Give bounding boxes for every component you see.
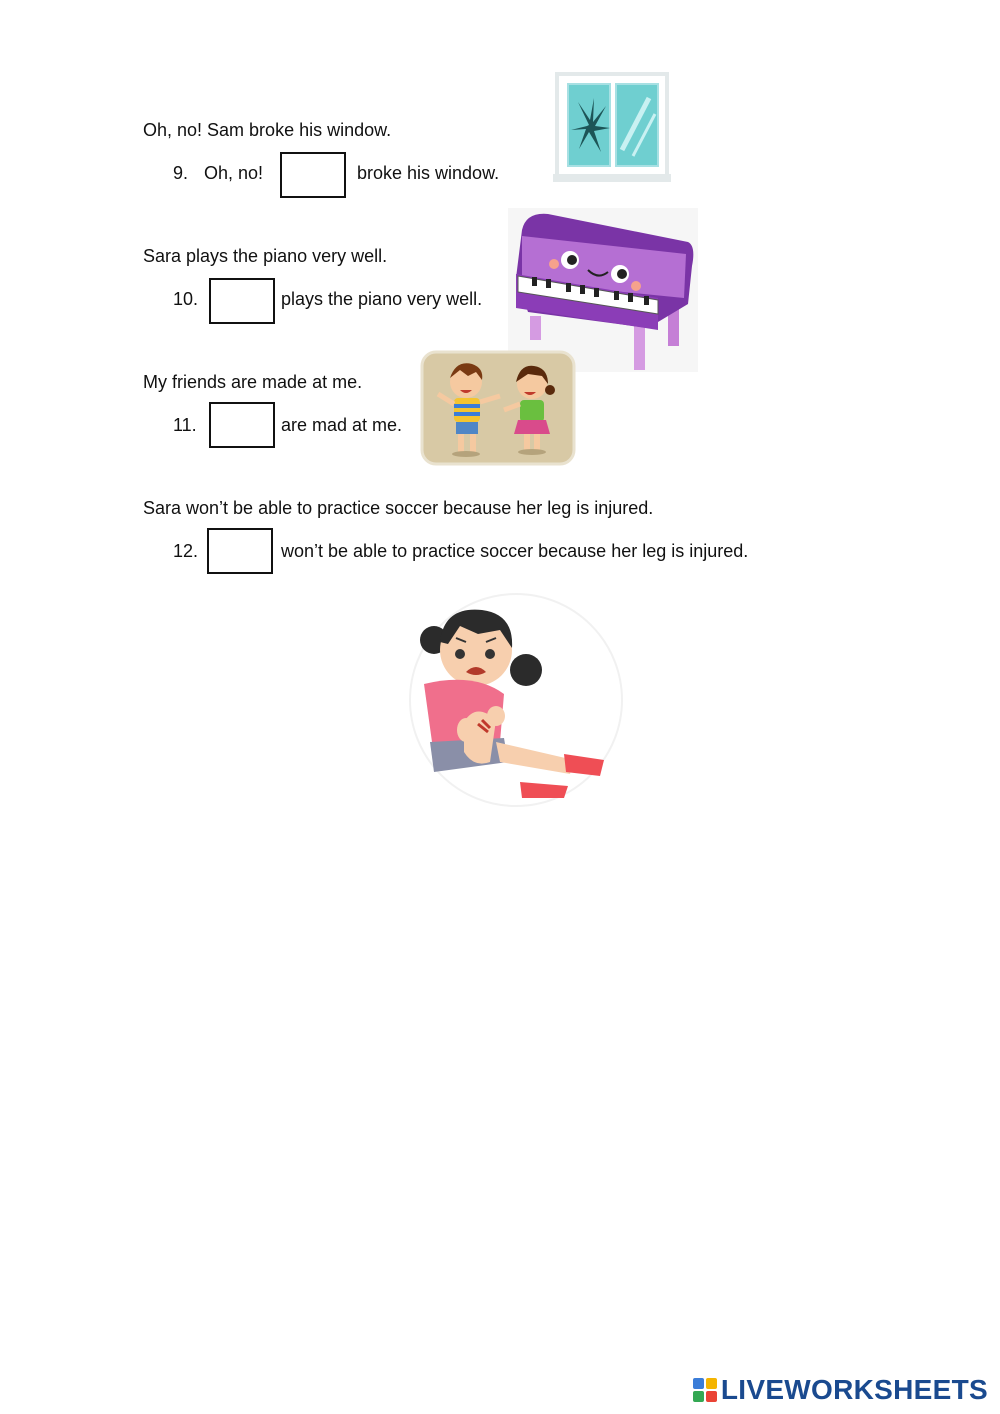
- question-number-12: 12.: [173, 541, 199, 561]
- sentence-10: Sara plays the piano very well.: [143, 246, 388, 266]
- arguing-kids-image: [420, 350, 576, 466]
- question-suffix-11: are mad at me.: [281, 415, 403, 435]
- liveworksheets-logo: [693, 1374, 988, 1406]
- piano-image: [508, 208, 698, 372]
- question-suffix-9: broke his window.: [357, 163, 500, 183]
- liveworksheets-logo-icon: [693, 1378, 717, 1402]
- question-suffix-10: plays the piano very well.: [281, 289, 483, 309]
- logo-text: LIVEWORKSHEETS: [720, 1374, 988, 1405]
- sentence-11: My friends are made at me.: [143, 372, 363, 392]
- question-number-9: 9.: [173, 163, 189, 183]
- answer-box-12[interactable]: [207, 528, 273, 574]
- question-suffix-12: won’t be able to practice soccer because her leg is injured.: [281, 541, 749, 561]
- answer-box-11[interactable]: [209, 402, 275, 448]
- question-number-11: 11.: [173, 415, 197, 435]
- sentence-12: Sara won’t be able to practice soccer because her leg is injured.: [143, 498, 654, 518]
- broken-window-image: [549, 70, 675, 186]
- injured-girl-image: [404, 592, 630, 808]
- question-prefix-9: Oh, no!: [204, 163, 264, 183]
- answer-box-10[interactable]: [209, 278, 275, 324]
- sentence-9: Oh, no! Sam broke his window.: [143, 120, 392, 140]
- question-number-10: 10.: [173, 289, 199, 309]
- answer-box-9[interactable]: [280, 152, 346, 198]
